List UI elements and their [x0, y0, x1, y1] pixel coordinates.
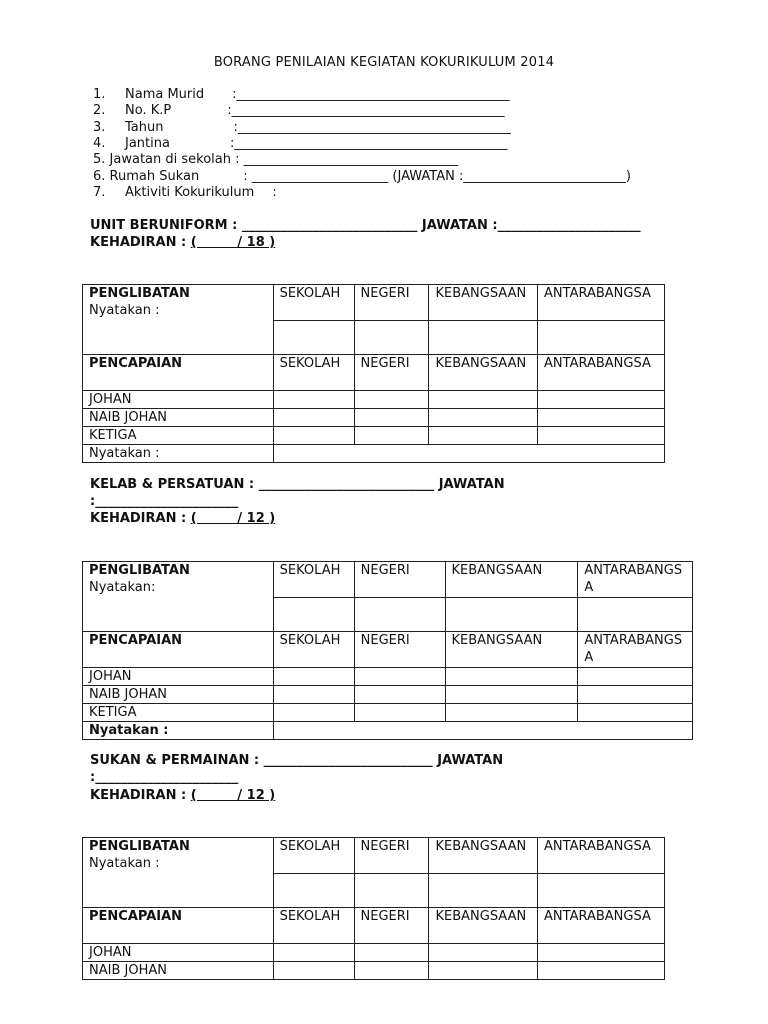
field-line: __________________________________________ — [236, 87, 510, 102]
input-cell[interactable] — [429, 427, 538, 445]
input-cell[interactable] — [354, 686, 445, 704]
section-name: UNIT BERUNIFORM : — [90, 218, 238, 233]
row-label-johan: JOHAN — [83, 944, 274, 962]
field-number: 6. — [93, 169, 106, 184]
input-cell[interactable] — [445, 598, 578, 632]
field-aktiviti[interactable] — [93, 185, 277, 200]
kehadiran-value[interactable]: ( / 12 ) — [190, 788, 276, 803]
input-cell[interactable] — [445, 686, 578, 704]
jawatan-label: JAWATAN : — [421, 218, 498, 233]
input-cell[interactable] — [538, 391, 665, 409]
col-kebangsaan: KEBANGSAAN — [429, 355, 538, 391]
row-label-ketiga: KETIGA — [83, 427, 274, 445]
input-cell[interactable] — [429, 391, 538, 409]
field-label: Nama Murid — [125, 87, 205, 102]
input-cell[interactable] — [445, 704, 578, 722]
input-cell[interactable] — [354, 409, 429, 427]
section-name-line[interactable]: __________________________ — [263, 753, 433, 768]
input-cell[interactable] — [354, 874, 429, 908]
input-cell[interactable] — [354, 668, 445, 686]
input-cell[interactable] — [429, 409, 538, 427]
input-cell[interactable] — [273, 598, 354, 632]
kehadiran-row — [90, 511, 275, 526]
field-sep: : — [232, 87, 237, 102]
input-cell[interactable] — [354, 427, 429, 445]
jawatan-label: JAWATAN — [437, 753, 504, 768]
section-header-sukan-permainan — [90, 753, 503, 768]
col-sekolah: SEKOLAH — [273, 355, 354, 391]
pencapaian-label: PENCAPAIAN — [83, 908, 274, 944]
col-negeri: NEGERI — [354, 285, 429, 321]
field-number: 1. — [93, 87, 106, 102]
nyatakan-label: Nyatakan : — [89, 303, 160, 318]
col-kebangsaan: KEBANGSAAN — [429, 908, 538, 944]
field-line: __________________________________________ — [234, 136, 508, 151]
nyatakan-label: Nyatakan : — [83, 722, 274, 740]
col-antarabangsa: ANTARABANGSA — [538, 355, 665, 391]
input-cell[interactable] — [578, 686, 693, 704]
input-cell[interactable] — [578, 704, 693, 722]
input-cell[interactable] — [538, 427, 665, 445]
table-kelab-persatuan — [82, 561, 693, 740]
input-cell[interactable] — [273, 704, 354, 722]
input-cell[interactable] — [578, 598, 693, 632]
jawatan-label: JAWATAN — [438, 477, 505, 492]
input-cell[interactable] — [273, 944, 354, 962]
col-negeri: NEGERI — [354, 838, 429, 874]
field-sep: : — [227, 103, 232, 118]
input-cell[interactable] — [538, 874, 665, 908]
col-sekolah: SEKOLAH — [273, 908, 354, 944]
input-cell[interactable] — [354, 598, 445, 632]
input-cell[interactable] — [354, 321, 429, 355]
row-label-johan: JOHAN — [83, 391, 274, 409]
col-negeri: NEGERI — [354, 908, 429, 944]
field-line: _____________________ — [251, 169, 389, 184]
col-antarabangsa: ANTARABANGSA — [578, 632, 693, 668]
nyatakan-label: Nyatakan : — [89, 856, 160, 871]
input-cell[interactable] — [273, 686, 354, 704]
jawatan-line[interactable]: ______________________ — [497, 218, 641, 233]
input-cell[interactable] — [354, 962, 429, 980]
input-cell[interactable] — [538, 321, 665, 355]
field-nama-murid[interactable] — [93, 87, 510, 102]
field-sep: : — [233, 120, 238, 135]
input-cell[interactable] — [538, 944, 665, 962]
input-cell[interactable] — [273, 321, 354, 355]
jawatan-line[interactable]: :______________________ — [90, 770, 239, 785]
field-label: Jawatan di sekolah — [109, 152, 231, 167]
input-cell[interactable] — [273, 874, 354, 908]
input-cell[interactable] — [354, 944, 429, 962]
kehadiran-label: KEHADIRAN : — [90, 235, 187, 250]
field-line: __________________________________________ — [231, 103, 505, 118]
nyatakan-label: Nyatakan: — [89, 580, 156, 595]
pencapaian-label: PENCAPAIAN — [83, 632, 274, 668]
input-cell[interactable] — [354, 391, 429, 409]
row-label-naib-johan: NAIB JOHAN — [83, 686, 274, 704]
field-rumah-sukan[interactable] — [93, 169, 631, 184]
field-jantina[interactable] — [93, 136, 507, 151]
jawatan-line[interactable]: :______________________ — [90, 494, 239, 509]
field-line: _________________________________ — [243, 152, 459, 167]
section-name: KELAB & PERSATUAN : — [90, 477, 255, 492]
input-cell[interactable] — [354, 704, 445, 722]
pencapaian-label: PENCAPAIAN — [83, 355, 274, 391]
section-header-kelab-persatuan — [90, 477, 505, 492]
input-cell[interactable] — [273, 391, 354, 409]
col-antarabangsa: ANTARABANGSA — [578, 562, 693, 598]
field-label: Aktiviti Kokurikulum — [125, 185, 255, 200]
col-kebangsaan: KEBANGSAAN — [429, 838, 538, 874]
field-number: 4. — [93, 136, 106, 151]
col-sekolah: SEKOLAH — [273, 838, 354, 874]
field-label: No. K.P — [125, 103, 172, 118]
kehadiran-label: KEHADIRAN : — [90, 788, 187, 803]
col-negeri: NEGERI — [354, 562, 445, 598]
input-cell[interactable] — [273, 962, 354, 980]
row-label-naib-johan: NAIB JOHAN — [83, 409, 274, 427]
row-label-naib-johan: NAIB JOHAN — [83, 962, 274, 980]
field-label: Rumah Sukan — [109, 169, 200, 184]
field-number: 5. — [93, 152, 106, 167]
col-antarabangsa: ANTARABANGSA — [538, 908, 665, 944]
section-name-line[interactable]: ___________________________ — [241, 218, 418, 233]
col-sekolah: SEKOLAH — [273, 562, 354, 598]
row-label-johan: JOHAN — [83, 668, 274, 686]
section-name: SUKAN & PERMAINAN : — [90, 753, 260, 768]
field-label: Jantina — [125, 136, 170, 151]
field-number: 2. — [93, 103, 106, 118]
kehadiran-row — [90, 788, 275, 803]
field-line: __________________________________________ — [237, 120, 511, 135]
input-cell[interactable] — [445, 668, 578, 686]
penglibatan-cell — [83, 838, 274, 908]
section-header-unit-beruniform — [90, 218, 641, 233]
col-antarabangsa: ANTARABANGSA — [538, 838, 665, 874]
field-sep: : — [235, 152, 240, 167]
nyatakan-label: Nyatakan : — [83, 445, 274, 463]
field-no-kp[interactable] — [93, 103, 505, 118]
penglibatan-label: PENGLIBATAN — [89, 839, 190, 854]
col-antarabangsa: ANTARABANGSA — [538, 285, 665, 321]
col-negeri: NEGERI — [354, 632, 445, 668]
col-kebangsaan: KEBANGSAAN — [429, 285, 538, 321]
table-unit-beruniform — [82, 284, 665, 463]
field-jawatan-sekolah[interactable] — [93, 152, 458, 167]
penglibatan-label: PENGLIBATAN — [89, 563, 190, 578]
input-cell[interactable] — [538, 409, 665, 427]
section-name-line[interactable]: ___________________________ — [258, 477, 435, 492]
field-tahun[interactable] — [93, 120, 511, 135]
penglibatan-label: PENGLIBATAN — [89, 286, 190, 301]
col-sekolah: SEKOLAH — [273, 285, 354, 321]
col-kebangsaan: KEBANGSAAN — [445, 562, 578, 598]
field-number: 7. — [93, 185, 106, 200]
penglibatan-cell — [83, 562, 274, 632]
kehadiran-label: KEHADIRAN : — [90, 511, 187, 526]
nyatakan-input[interactable] — [273, 445, 664, 463]
kehadiran-value[interactable]: ( / 12 ) — [190, 511, 276, 526]
field-sep: : — [229, 136, 235, 151]
field-number: 3. — [93, 120, 106, 135]
input-cell[interactable] — [429, 874, 538, 908]
field-label: Tahun — [125, 120, 164, 135]
field-jawatan-extra: (JAWATAN :_________________________) — [392, 169, 631, 184]
input-cell[interactable] — [538, 962, 665, 980]
col-kebangsaan: KEBANGSAAN — [445, 632, 578, 668]
form-title: BORANG PENILAIAN KEGIATAN KOKURIKULUM 2014 — [213, 55, 555, 70]
col-sekolah: SEKOLAH — [273, 632, 354, 668]
row-label-ketiga: KETIGA — [83, 704, 274, 722]
nyatakan-input[interactable] — [273, 722, 692, 740]
input-cell[interactable] — [578, 668, 693, 686]
input-cell[interactable] — [429, 962, 538, 980]
input-cell[interactable] — [273, 427, 354, 445]
input-cell[interactable] — [273, 409, 354, 427]
kehadiran-row — [90, 235, 275, 250]
penglibatan-cell — [83, 285, 274, 355]
input-cell[interactable] — [273, 668, 354, 686]
input-cell[interactable] — [429, 944, 538, 962]
field-sep: : — [272, 185, 277, 200]
input-cell[interactable] — [429, 321, 538, 355]
table-sukan-permainan — [82, 837, 665, 980]
field-sep: : — [243, 169, 248, 184]
col-negeri: NEGERI — [354, 355, 429, 391]
kehadiran-value[interactable]: ( / 18 ) — [190, 235, 276, 250]
